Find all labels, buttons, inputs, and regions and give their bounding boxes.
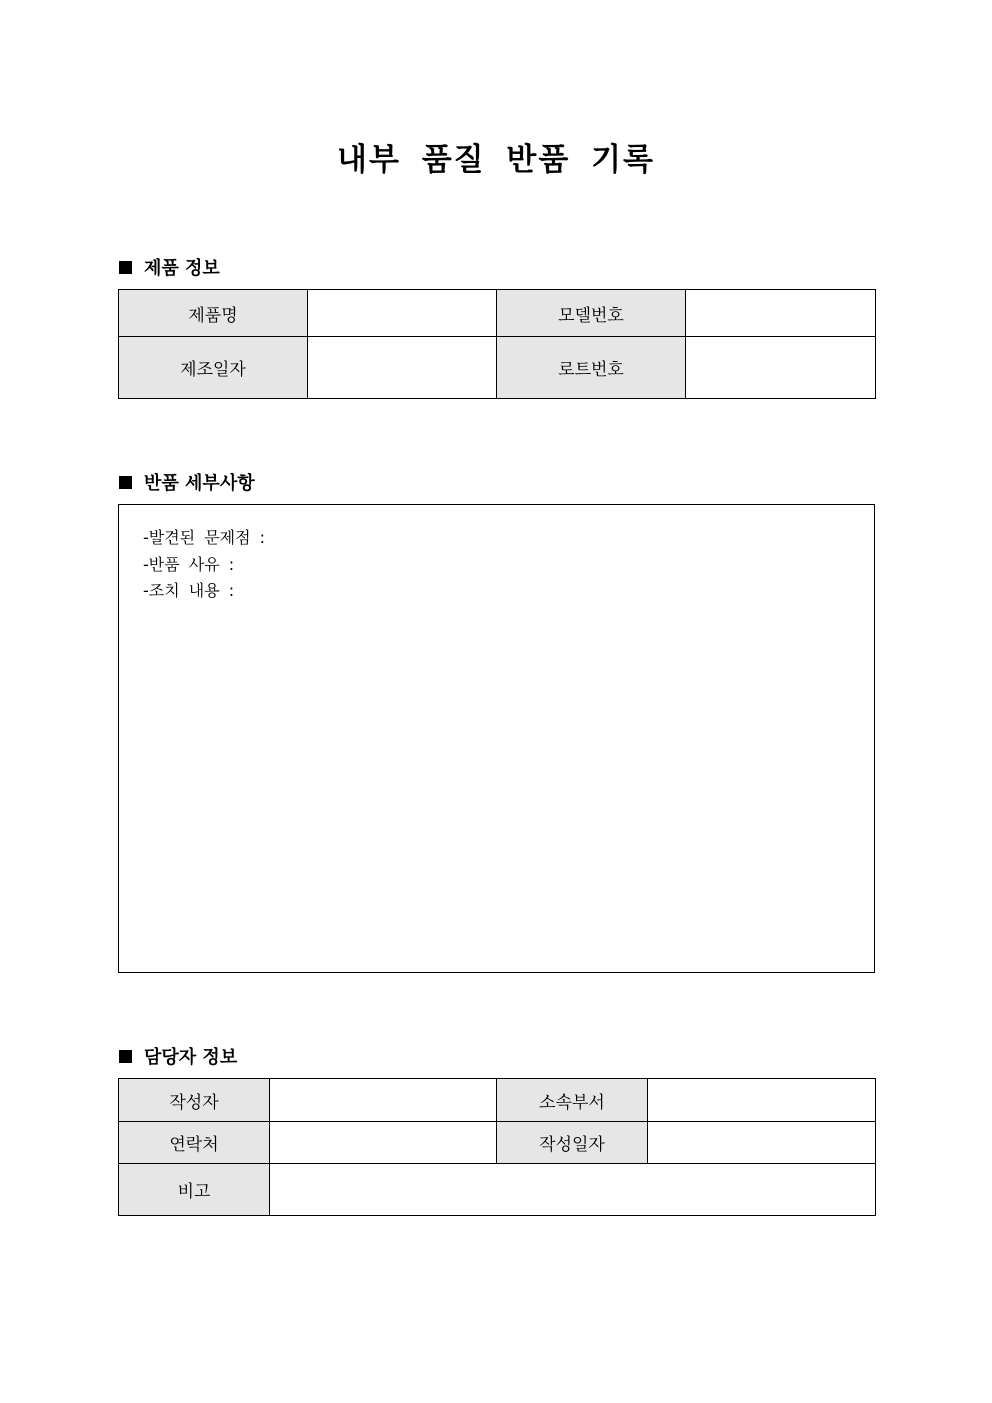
section-heading-label: 제품 정보	[144, 258, 220, 279]
section-heading-label: 반품 세부사항	[144, 473, 255, 494]
remarks-label: 비고	[119, 1164, 270, 1216]
product-name-field[interactable]	[308, 290, 497, 337]
contact-label: 연락처	[119, 1122, 270, 1164]
written-date-label: 작성일자	[497, 1122, 648, 1164]
remarks-field[interactable]	[270, 1164, 876, 1216]
contact-field[interactable]	[270, 1122, 497, 1164]
square-bullet-icon	[119, 1050, 132, 1063]
author-field[interactable]	[270, 1079, 497, 1122]
issue-found-line: -발견된 문제점 :	[143, 528, 266, 547]
table-row	[119, 290, 876, 337]
lot-number-label: 로트번호	[497, 337, 686, 399]
section-heading-label: 담당자 정보	[144, 1047, 238, 1068]
manufacture-date-label: 제조일자	[119, 337, 308, 399]
written-date-field[interactable]	[648, 1122, 876, 1164]
department-label: 소속부서	[497, 1079, 648, 1122]
model-number-label: 모델번호	[497, 290, 686, 337]
department-field[interactable]	[648, 1079, 876, 1122]
contact-info-table	[118, 1078, 876, 1216]
table-row	[119, 1079, 876, 1122]
product-info-table	[118, 289, 876, 399]
product-name-label: 제품명	[119, 290, 308, 337]
table-row	[119, 1122, 876, 1164]
section-heading-details	[119, 469, 255, 495]
square-bullet-icon	[119, 476, 132, 489]
document-title: 내부 품질 반품 기록	[337, 142, 655, 178]
model-number-field[interactable]	[686, 290, 876, 337]
lot-number-field[interactable]	[686, 337, 876, 399]
section-heading-product	[119, 254, 220, 280]
return-reason-line: -반품 사유 :	[143, 554, 235, 574]
square-bullet-icon	[119, 261, 132, 274]
return-details-box[interactable]	[118, 504, 875, 973]
table-row	[119, 1164, 876, 1216]
return-details-lines	[143, 525, 265, 605]
action-taken-line: -조치 내용 :	[143, 581, 235, 600]
author-label: 작성자	[119, 1079, 270, 1122]
section-heading-contact	[119, 1043, 237, 1069]
manufacture-date-field[interactable]	[308, 337, 497, 399]
table-row	[119, 337, 876, 399]
